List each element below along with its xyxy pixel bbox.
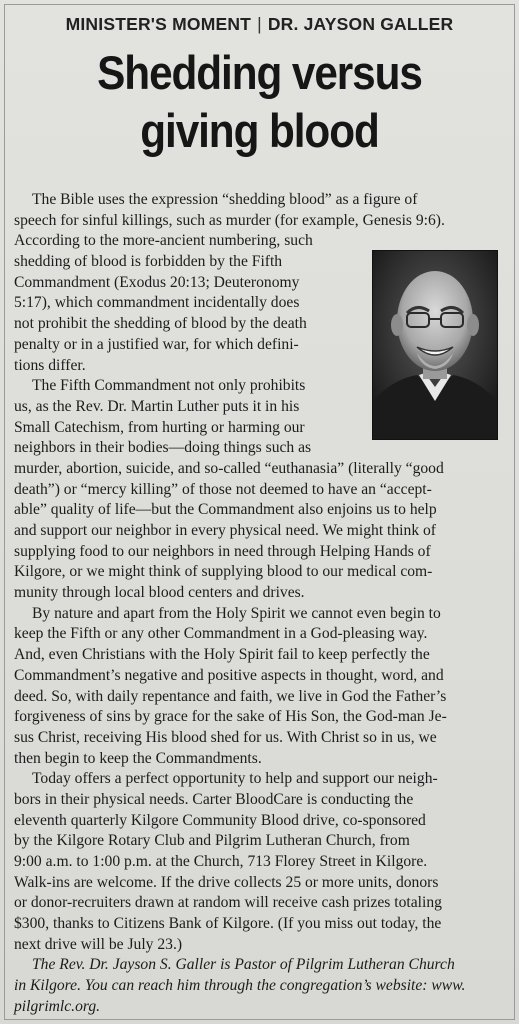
article-line: Kilgore, or we might think of supplying blood to our medical com- xyxy=(14,563,433,581)
article-line: Commandment (Exodus 20:13; Deuteronomy xyxy=(14,273,300,291)
header-separator: | xyxy=(257,14,262,34)
article-line: Walk-ins are welcome. If the drive collects 25 or more units, donors xyxy=(14,873,439,891)
article-line: death”) or “mercy killing” of those not deemed to have an “accept- xyxy=(14,480,432,498)
article-line: The Bible uses the expression “shedding blood” as a figure of xyxy=(32,191,418,208)
article-line: tions differ. xyxy=(14,356,86,374)
article-line: munity through local blood centers and drives. xyxy=(14,584,305,602)
column-header xyxy=(0,14,519,35)
author-name: DR. JAYSON GALLER xyxy=(267,14,454,34)
headline-line-1: Shedding versus xyxy=(97,46,422,99)
headline xyxy=(26,44,493,160)
article-line: 5:17), which commandment incidentally does xyxy=(14,294,300,312)
article-line: and support our neighbor in every physical need. We might think of xyxy=(14,522,436,539)
article-line: According to the more-ancient numbering, such xyxy=(14,232,313,250)
article-line: penalty or in a justified war, for which defini- xyxy=(14,335,299,353)
article-line: Small Catechism, from hurting or harming our xyxy=(14,418,305,436)
article-line: By nature and apart from the Holy Spirit we cannot even begin to xyxy=(32,604,441,622)
article-line: sus Christ, receiving His blood shed for us. With Christ so in us, we xyxy=(14,728,437,746)
author-bio-line: in Kilgore. You can reach him through the congregation’s website: www. xyxy=(14,977,466,995)
author-bio-line: The Rev. Dr. Jayson S. Galler is Pastor of Pilgrim Lutheran Church xyxy=(32,956,455,974)
article-line: shedding of blood is forbidden by the Fifth xyxy=(14,253,283,271)
article-line: Today offers a perfect opportunity to help and support our neigh- xyxy=(32,770,438,788)
article-line: $300, thanks to Citizens Bank of Kilgore. (If you miss out today, the xyxy=(14,915,442,933)
article-line: The Fifth Commandment not only prohibits xyxy=(32,377,306,395)
article-line: by the Kilgore Rotary Club and Pilgrim Lutheran Church, from xyxy=(14,832,410,850)
article-line: or donor-recruiters drawn at random will receive cash prizes totaling xyxy=(14,894,442,912)
article-line: not prohibit the shedding of blood by the death xyxy=(14,315,307,333)
article-line: eleventh quarterly Kilgore Community Blood drive, co-sponsored xyxy=(14,811,426,829)
article-line: And, even Christians with the Holy Spirit fail to keep perfectly the xyxy=(14,646,430,664)
article-line: us, as the Rev. Dr. Martin Luther puts it in his xyxy=(14,397,300,415)
article-line: supplying food to our neighbors in need through Helping Hands of xyxy=(14,542,431,560)
article-line: Commandment’s negative and positive aspects in thought, word, and xyxy=(14,666,444,684)
article-line: forgiveness of sins by grace for the sake of His Son, the God-man Je- xyxy=(14,708,447,726)
article-line: next drive will be July 23.) xyxy=(14,935,183,953)
article-line: murder, abortion, suicide, and so-called “euthanasia” (literally “good xyxy=(14,459,444,477)
article-line: bors in their physical needs. Carter BloodCare is conducting the xyxy=(14,790,414,808)
article-line: speech for sinful killings, such as murder (for example, Genesis 9:6). xyxy=(14,211,445,229)
article-line: deed. So, with daily repentance and faith, we live in God the Father’s xyxy=(14,687,447,705)
article-line: then begin to keep the Commandments. xyxy=(14,749,262,767)
section-name: MINISTER'S MOMENT xyxy=(65,14,252,34)
article-line: keep the Fifth or any other Commandment in a God-pleasing way. xyxy=(14,625,428,643)
article-line: able” quality of life—but the Commandment also enjoins us to help xyxy=(14,501,437,519)
article-line: neighbors in their bodies—doing things such as xyxy=(14,439,312,457)
article-line: 9:00 a.m. to 1:00 p.m. at the Church, 713 Florey Street in Kilgore. xyxy=(14,853,428,870)
headline-line-2: giving blood xyxy=(140,104,379,157)
article-body xyxy=(14,190,507,1018)
author-bio-line: pilgrimlc.org. xyxy=(14,997,101,1015)
